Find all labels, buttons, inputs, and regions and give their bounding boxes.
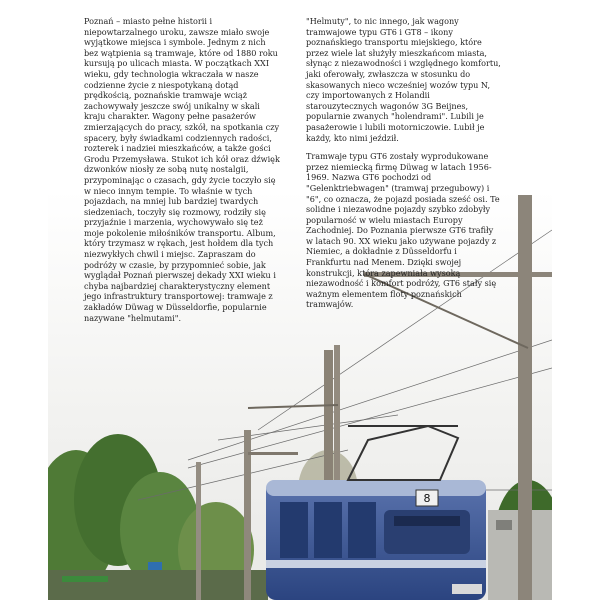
tram-route-number: 8 — [423, 492, 431, 505]
paragraph: "Helmuty", to nic innego, jak wagony tramwajowe typu GT6 i GT8 – ikony poznańskiego transportu miejskiego, które przez wiele lat służyły mieszkańcom miasta, słynąc z niezawodności i względnego komfortu, jaki oferowały, zwłaszcza w stosunku do skasowanych nieco wcześniej wozów typu N, czy importowanych z Holandii starouzytecznych wagonów 3G Beijnes, popularnie zwanych "holendrami". Lubili je pasażerowie i lubili motorniczowie. Lubił je każdy, kto nimi jeździł. — [306, 16, 501, 143]
paragraph: Tramwaje typu GT6 zostały wyprodukowane przez niemiecką firmę Düwag w latach 1956-1969. Nazwa GT6 pochodzi od "Gelenktriebwagen" (tramwaj przegubowy) i "6", co oznacza, że pojazd posiada sześć osi. Te solidne i niezawodne pojazdy szybko zdobyły popularność w wielu miastach Europy Zachodniej. Do Poznania pierwsze GT6 trafiły w latach 90. XX wieku jako używane pojazdy z Niemiec, a dokładnie z Düsseldorfu i Frankfurtu nad Menem. Dzięki swojej konstrukcji, która zapewniała wysoką niezawodność i komfort podróży, GT6 stały się ważnym elementem floty poznańskich tramwajów. — [306, 151, 500, 310]
paragraph: Poznań – miasto pełne historii i niepowtarzalnego uroku, zawsze miało swoje wyjątkowe miejsca i symbole. Jednym z nich bez wątpienia są tramwaje, które od 1880 roku kursują po ulicach miasta. W początkach XXI wieku, gdy technologia wkraczała w nasze codzienne życie z niespotykaną dotąd prędkością, poznańskie tramwaje wciąż zachowywały jeszcze swój unikalny w skali kraju charakter. Wagony pełne pasażerów zmierzających do pracy, szkół, na spotkania czy spacery, były świadkami codziennych radości, rozterek i nadziei mieszkańców, a także gości Grodu Przemysława. Stukot ich kół oraz dźwięk dzwonków niosły ze sobą nutę nostalgii, przypominając o czasach, gdy życie toczyło się w nieco innym tempie. To właśnie w tych pojazdach, na mniej lub bardziej twardych siedzeniach, toczyły się rozmowy, rodziły się przyjaźnie i marzenia, wychowywało się też moje pokolenie miłośników transportu. Album, który trzymasz w rękach, jest hołdem dla tych niezwykłych chwil i miejsc. Zapraszam do podróży w czasie, by przypomnieć sobie, jak wyglądał Poznań pierwszej dekady XXI wieku i chyba najbardziej charakterystyczny element jego infrastruktury transportowej: tramwaje z zakładów Düwag w Düsseldorfie, popularnie nazywane "helmutami". — [84, 16, 280, 323]
text-column-left — [84, 16, 282, 331]
text-column-right — [306, 16, 502, 318]
